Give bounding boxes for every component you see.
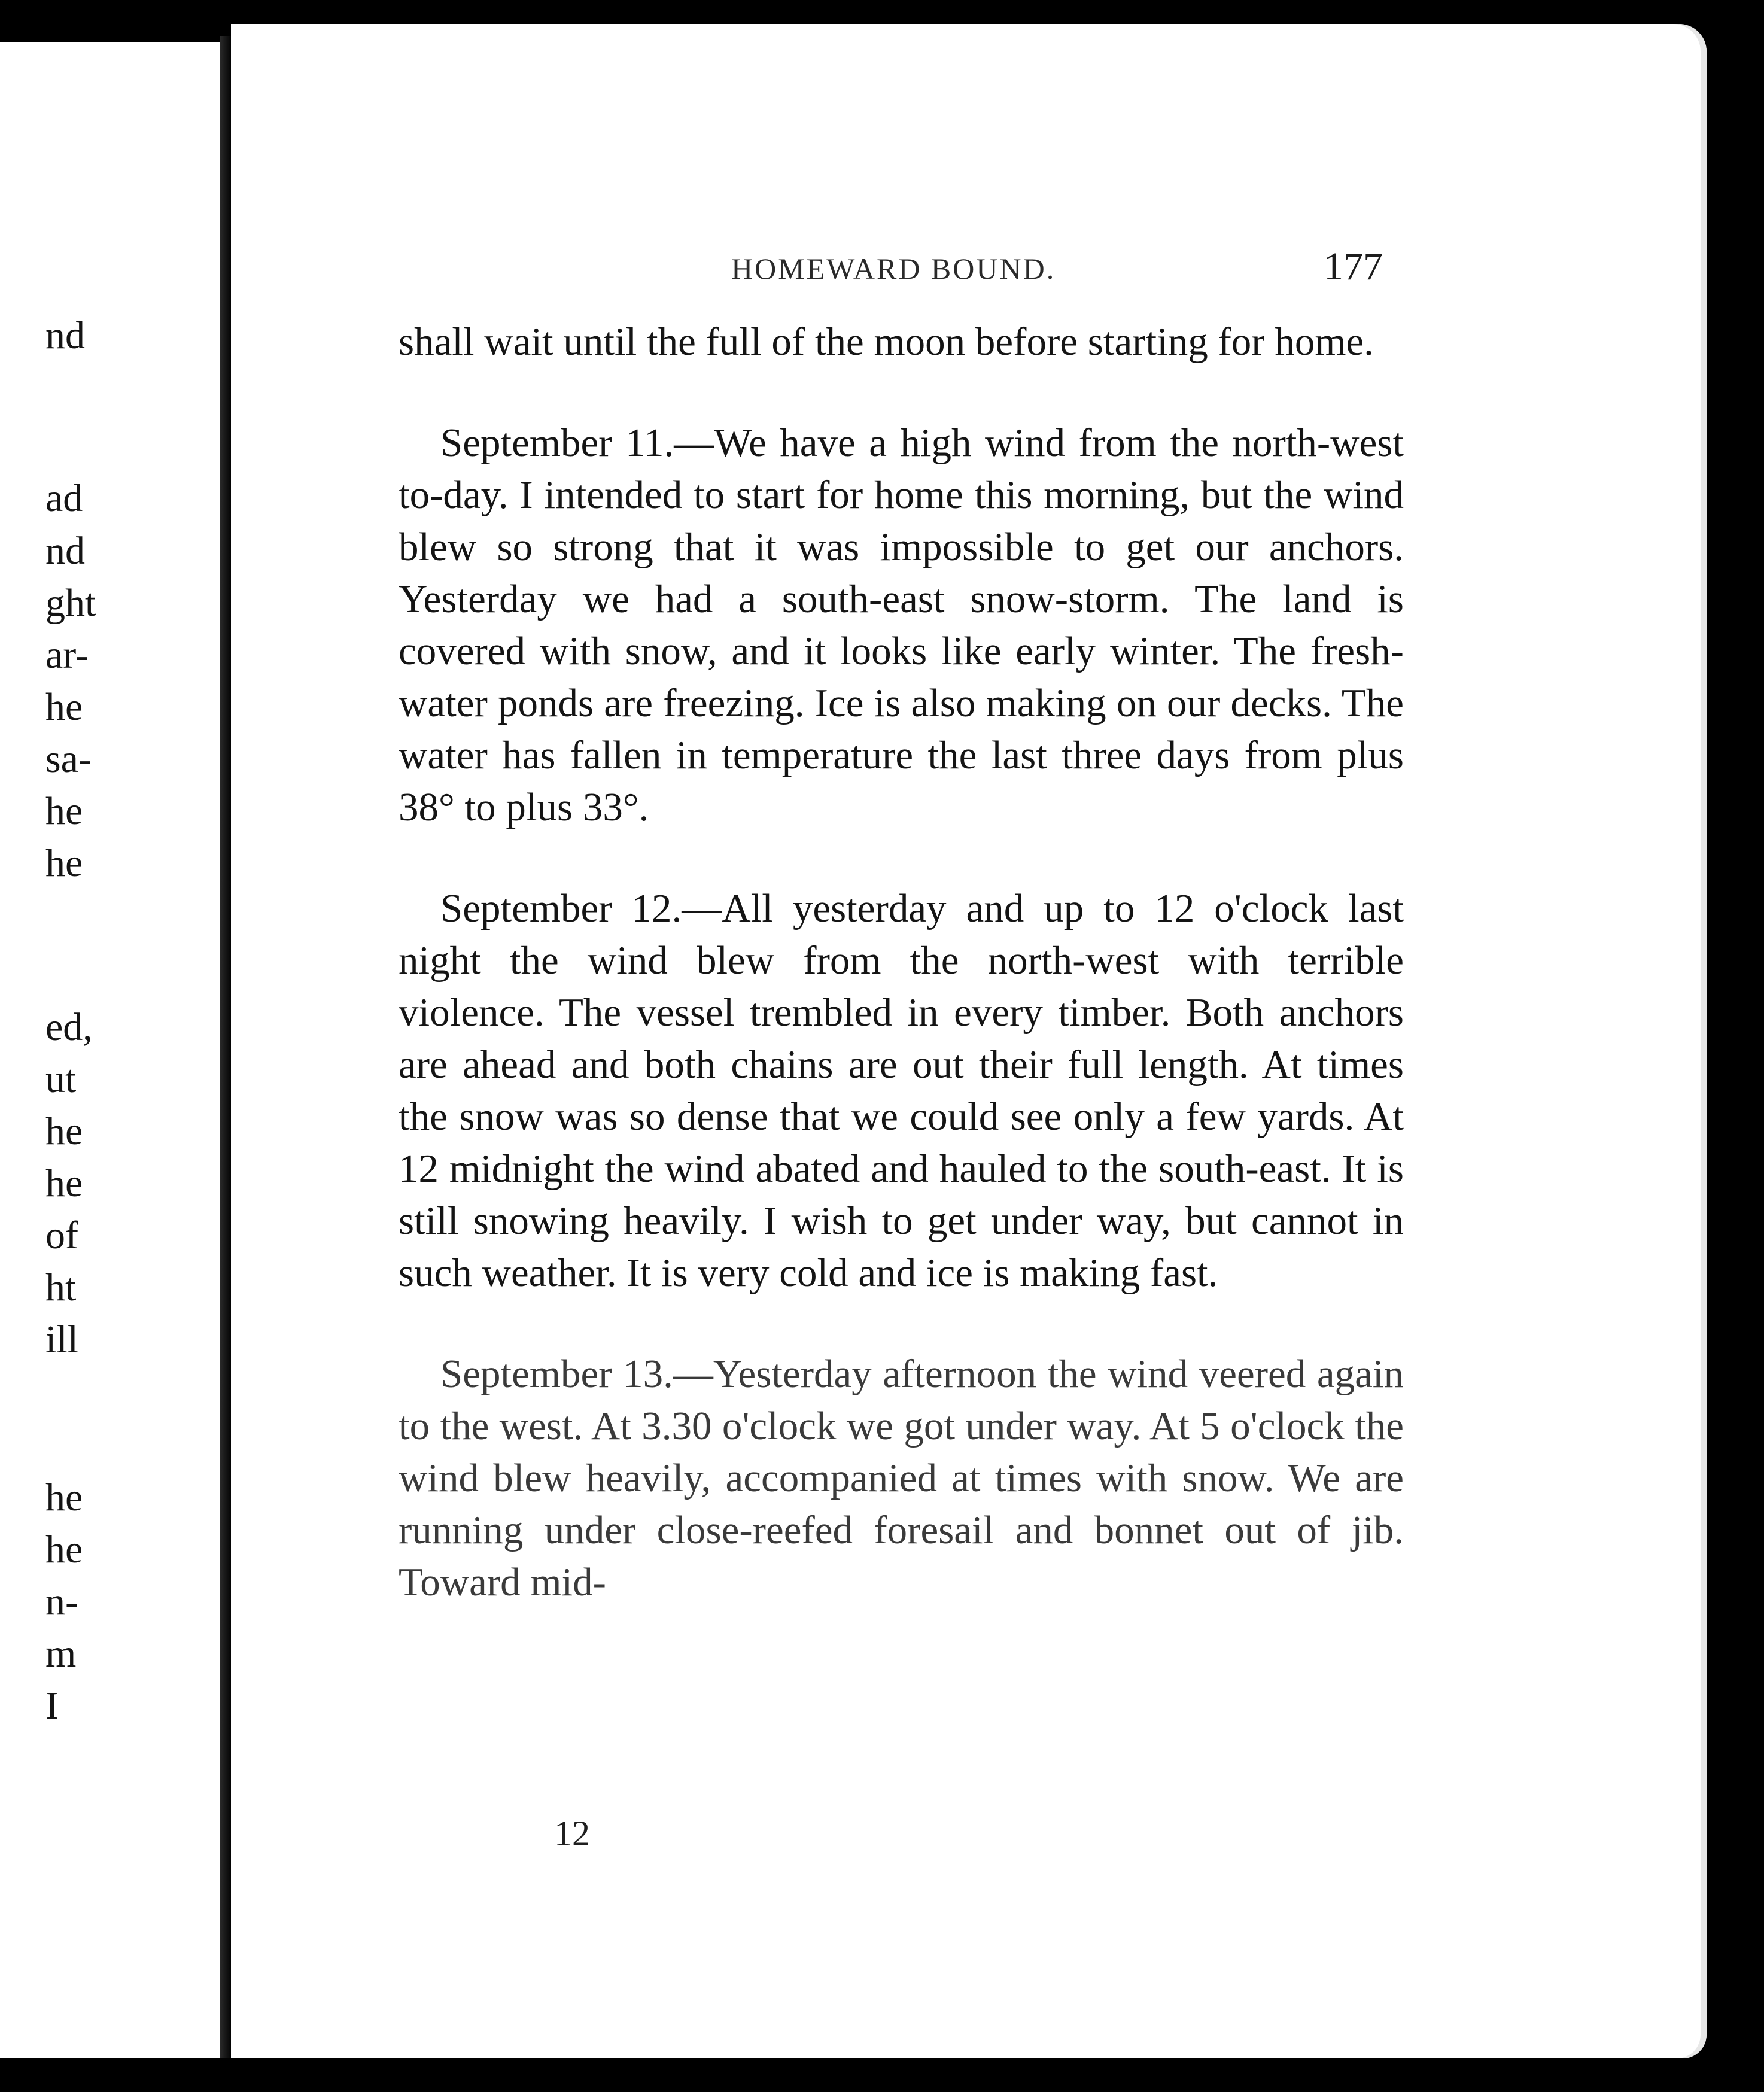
previous-page-fragment: ill [45, 1318, 79, 1361]
previous-page-fragment: he [45, 841, 83, 885]
paragraph-september-13: September 13.—Yesterday afternoon the wind veered again to the west. At 3.30 o'clock we got under way. At 5 o'clock the wind blew heavily, accompanied at times with snow. We are running under close-reefed foresail and bonnet out of jib. Toward mid- [399, 1352, 1404, 1604]
paragraph-continuation: shall wait until the full of the moon before starting for home. [399, 320, 1374, 364]
previous-page-fragment: m [45, 1632, 77, 1676]
paragraph-september-11: September 11.—We have a high wind from the north-west to-day. I intended to start for home this morning, but the wind blew so strong that it was impossible to get our anchors. Yesterday we had a south-east snow-storm. The land is covered with snow, and it looks like early winter. The fresh-water ponds are freezing. Ice is also making on our decks. The water has fallen in temperature the last three days from plus 38° to plus 33°. [399, 421, 1404, 829]
previous-page-fragment: he [45, 1161, 83, 1205]
previous-page-fragment: ar- [45, 633, 89, 677]
previous-page-edge [0, 42, 224, 2058]
book-page [231, 24, 1707, 2058]
previous-page-fragment: he [45, 1476, 83, 1519]
previous-page-fragment: I [45, 1684, 59, 1728]
book-gutter [220, 36, 232, 2058]
paragraph-september-12: September 12.—All yesterday and up to 12 o'clock last night the wind blew from the north-west with terrible violence. The vessel trembled in every timber. Both anchors are ahead and both chains are out their full length. At times the snow was so dense that we could see only a few yards. At 12 midnight the wind abated and hauled to the south-east. It is still snowing heavily. I wish to get under way, but cannot in such weather. It is very cold and ice is making fast. [399, 886, 1404, 1295]
previous-page-fragment: sa- [45, 737, 92, 781]
previous-page-fragment: n- [45, 1580, 78, 1623]
previous-page-fragment: nd [45, 314, 85, 357]
previous-page-fragment: he [45, 789, 83, 833]
signature-mark: 12 [554, 1814, 590, 1853]
running-head: HOMEWARD BOUND. [731, 252, 1056, 285]
previous-page-fragment: ut [45, 1057, 77, 1101]
previous-page-fragment: ght [45, 581, 96, 625]
previous-page-fragment: ht [45, 1266, 77, 1309]
page-number: 177 [1324, 245, 1383, 288]
previous-page-fragment: of [45, 1214, 78, 1257]
previous-page-fragment: he [45, 685, 83, 729]
page-body [399, 316, 1404, 1608]
previous-page-fragment: nd [45, 529, 85, 573]
previous-page-fragment: ad [45, 476, 83, 520]
previous-page-fragment: ed, [45, 1005, 93, 1049]
previous-page-fragment: he [45, 1109, 83, 1153]
previous-page-fragment: he [45, 1528, 83, 1571]
